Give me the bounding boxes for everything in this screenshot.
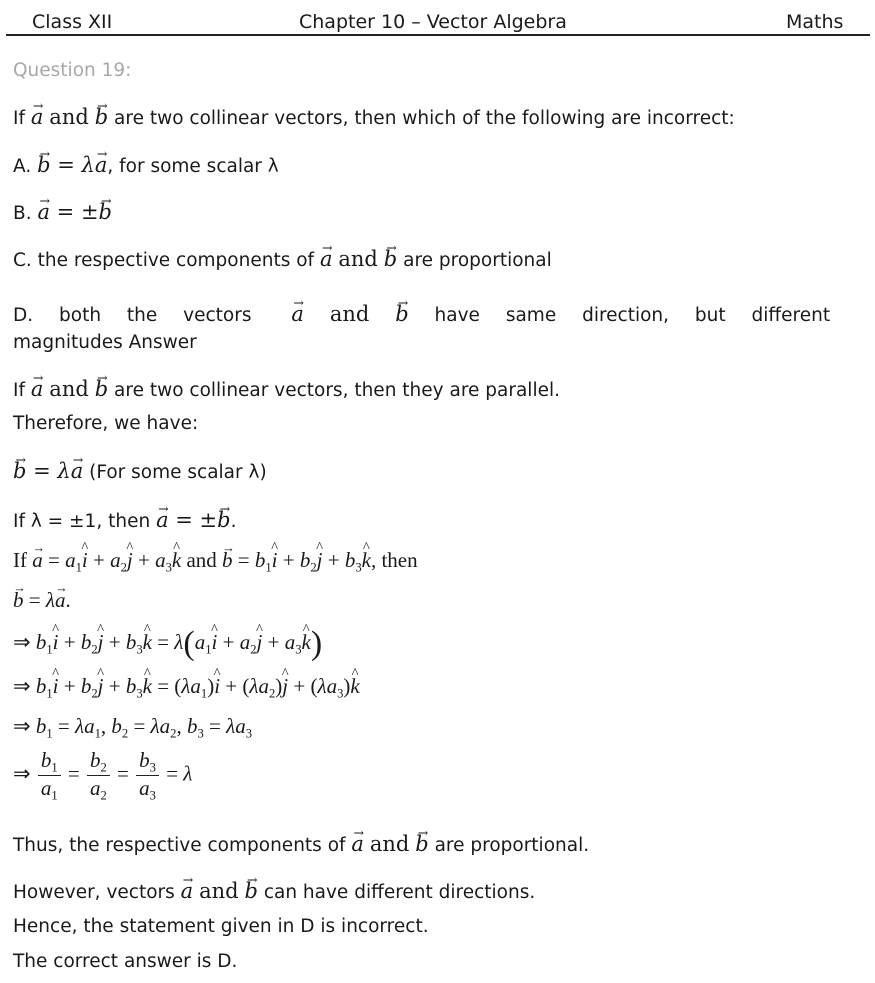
math-line-4: ⇒ $b_1\^{}$ $i + b_2\^{}$ $j + b_3\^{}$ $k = (\lambda a_1)\^{}$ $i + (\lambda a_2)\^{}$ $j + (\lambda a_3)\^{}$ k <box>13 674 360 701</box>
option-d: D. both the vectors → a and → b have same direction, but different <box>13 302 830 326</box>
conclusion-4: The correct answer is D. <box>13 951 238 972</box>
question-label: Question 19: <box>13 60 132 81</box>
math-line-3: ⇒ $b_1\^{}$ $i + b_2\^{}$ $j + b_3\^{}$ $k = \lambda(a_1\^{}$ $i + a_2\^{}$ $j + a_3\^{}$ k) <box>13 625 322 663</box>
header-chapter: Chapter 10 – Vector Algebra <box>299 11 567 33</box>
option-c: C. the respective components of → a and → b are proportional <box>13 247 552 271</box>
conclusion-2: However, vectors → a and → b can have different directions. <box>13 879 535 903</box>
math-line-2: → b = λ→ a. <box>13 588 71 613</box>
option-a: A. → b = λ→ a, for some scalar λ <box>13 153 279 177</box>
conclusion-3: Hence, the statement given in D is incorrect. <box>13 916 429 937</box>
math-line-6: ⇒ $\frac{b_1}{a_1}$ = $\frac{b_2}{a_2}$ = $\frac{b_3}{a_3}$ = λ <box>13 748 193 803</box>
option-d-line2: magnitudes Answer <box>13 332 197 353</box>
conclusion-1: Thus, the respective components of → a and → b are proportional. <box>13 832 589 856</box>
header-class: Class XII <box>32 11 113 33</box>
page-header <box>0 8 875 36</box>
header-rule <box>6 34 870 36</box>
header-subject: Maths <box>786 11 844 33</box>
math-line-5: ⇒ $b_1 = \lambda a_1$, $b_2 = \lambda a_2$, $b_3 = \lambda a_3$ <box>13 714 252 741</box>
answer-p3: → b = λ→ a (For some scalar λ) <box>13 459 267 483</box>
answer-p2: Therefore, we have: <box>13 413 199 434</box>
answer-p4: If λ = ±1, then → a = ±→ b. <box>13 508 237 532</box>
answer-p1: If → a and → b are two collinear vectors, then they are parallel. <box>13 377 560 401</box>
math-line-1: $If \to a = a_1\^{}$ $i + a_2\^{}$ $j + a_3\^{}$ k and → $b = b_1\^{}$ $i + b_2\^{}$ $j + b_3\^{}$ k, then <box>13 548 418 575</box>
question-text: If → a and → b are two collinear vectors, then which of the following are incorrect: <box>13 105 735 129</box>
option-b: B. → a = ±→ b <box>13 200 112 224</box>
